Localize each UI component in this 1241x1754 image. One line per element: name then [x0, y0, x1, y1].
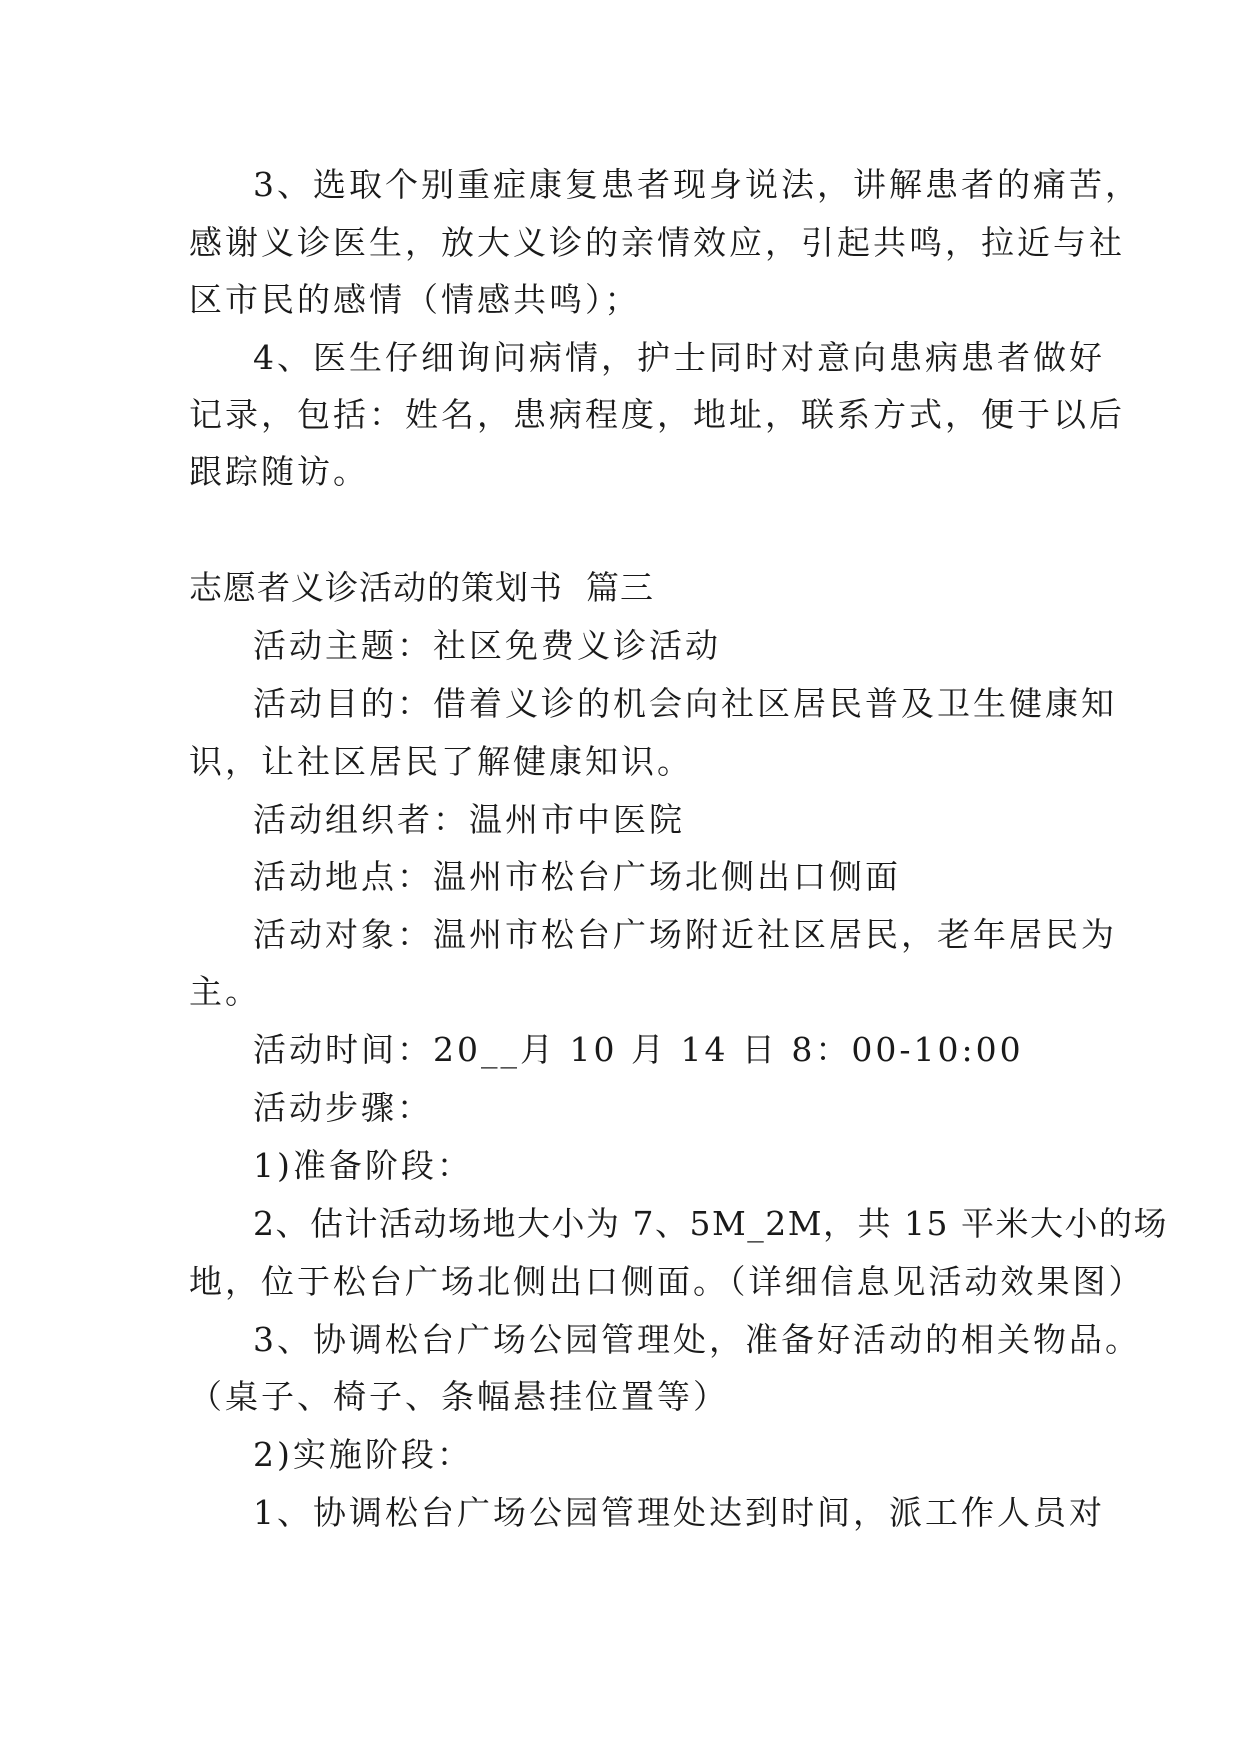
paragraph-line: 活动时间：20__月 10 月 14 日 8：00-10:00 — [253, 1030, 1024, 1069]
paragraph-line: 3、选取个别重症康复患者现身说法，讲解患者的痛苦， — [253, 165, 1141, 204]
paragraph-line: 活动对象：温州市松台广场附近社区居民，老年居民为 — [253, 915, 1117, 954]
paragraph-line: 活动地点：温州市松台广场北侧出口侧面 — [253, 857, 901, 896]
paragraph-line: （桌子、椅子、条幅悬挂位置等） — [189, 1377, 729, 1416]
paragraph-line: 2、估计活动场地大小为 7、5M_2M，共 15 平米大小的场 — [253, 1204, 1169, 1243]
paragraph-line: 跟踪随访。 — [189, 452, 369, 491]
paragraph-line: 区市民的感情（情感共鸣）； — [189, 280, 641, 319]
paragraph-line: 活动步骤： — [253, 1088, 433, 1127]
paragraph-line: 4、医生仔细询问病情，护士同时对意向患病患者做好 — [253, 338, 1105, 377]
paragraph-line: 1、协调松台广场公园管理处达到时间，派工作人员对 — [253, 1493, 1105, 1532]
paragraph-line: 1)准备阶段： — [253, 1146, 473, 1185]
paragraph-line: 记录，包括：姓名，患病程度，地址，联系方式，便于以后 — [189, 395, 1125, 434]
paragraph-line: 活动目的：借着义诊的机会向社区居民普及卫生健康知 — [253, 684, 1117, 723]
paragraph-line: 3、协调松台广场公园管理处，准备好活动的相关物品。 — [253, 1320, 1141, 1359]
paragraph-line: 活动主题：社区免费义诊活动 — [253, 626, 721, 665]
paragraph-line: 活动组织者：温州市中医院 — [253, 800, 685, 839]
paragraph-line: 2)实施阶段： — [253, 1435, 473, 1474]
paragraph-line: 感谢义诊医生，放大义诊的亲情效应，引起共鸣，拉近与社 — [189, 223, 1125, 262]
section-heading: 志愿者义诊活动的策划书 篇三 — [189, 568, 654, 607]
paragraph-line: 地，位于松台广场北侧出口侧面。（详细信息见活动效果图） — [189, 1262, 1145, 1301]
paragraph-line: 主。 — [189, 972, 261, 1011]
paragraph-line: 识，让社区居民了解健康知识。 — [189, 742, 693, 781]
